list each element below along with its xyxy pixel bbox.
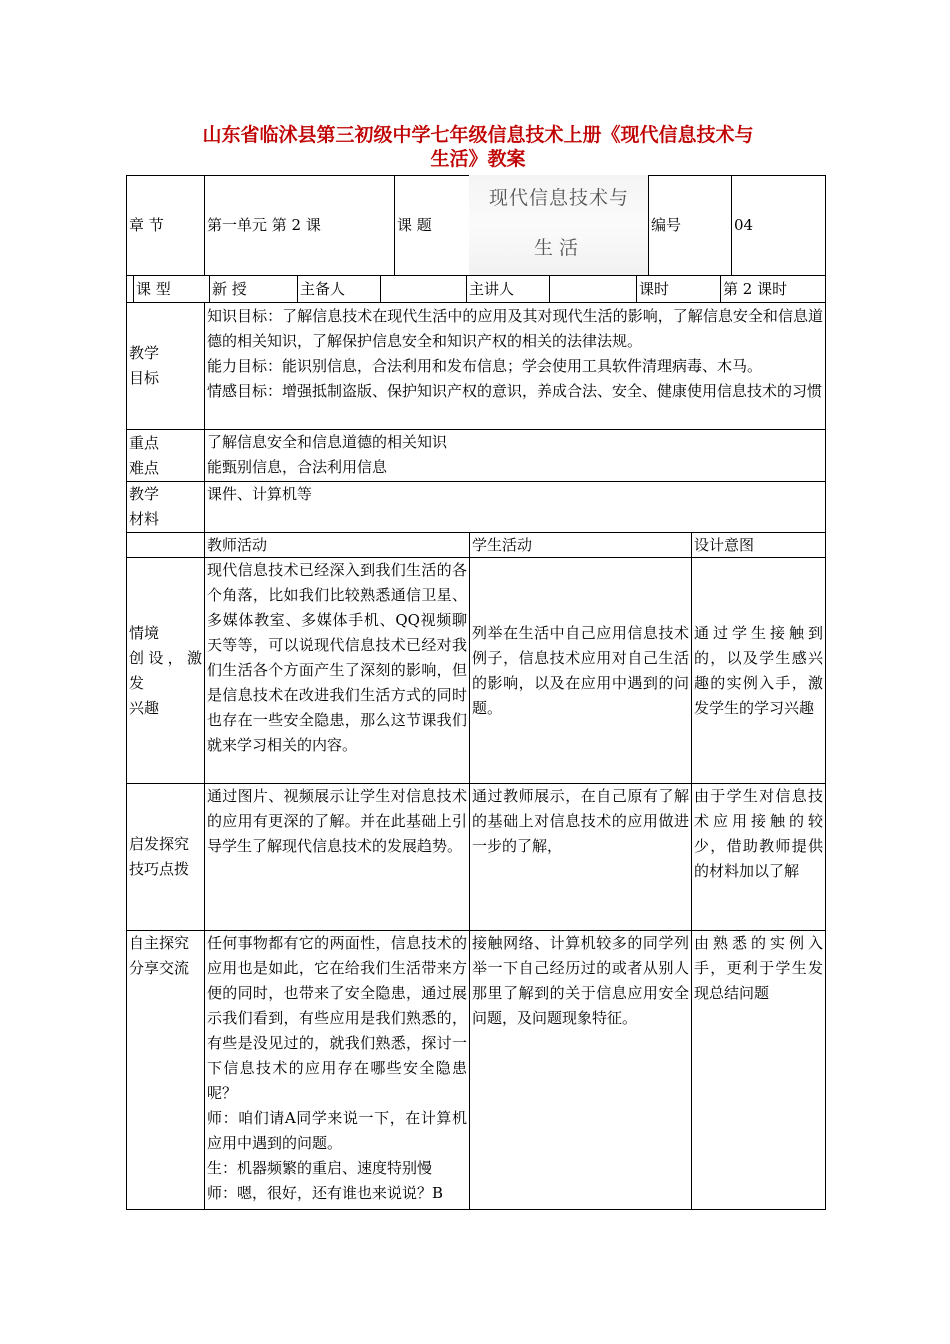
objective-knowledge: 知识目标：了解信息技术在现代生活中的应用及其对现代生活的影响，了解信息安全和信息道德的相关知识，了解保护信息安全和知识产权的相关的法律法规。 (207, 307, 823, 350)
type-label: 课 型 (133, 275, 210, 303)
activity-teacher: 通过图片、视频展示让学生对信息技术的应用有更深的了解。并在此基础上引导学生了解现代信息技术的发展趋势。 (204, 783, 470, 931)
key-point-1: 了解信息安全和信息道德的相关知识 (207, 433, 448, 451)
activity-intent: 通过学生接触到的，以及学生感兴趣的实例入手，激发学生的学习兴趣 (691, 557, 826, 784)
activity-student: 接触网络、计算机较多的同学列举一下自己经历过的或者从别人那里了解到的关于信息应用安全问题，及问题现象特征。 (469, 930, 692, 1210)
activities-header-stage (126, 532, 205, 558)
topic-image-line1: 现代信息技术与 (488, 187, 629, 209)
activity-teacher: 现代信息技术已经深入到我们生活的各个角落，比如我们比较熟悉通信卫星、多媒体教室、多媒体手机、QQ视频聊天等等，可以说现代信息技术已经对我们生活各个方面产生了深刻的影响，但是信息技术在改进我们生活方式的同时也存在一些安全隐患，那么这节课我们就来学习相关的内容。 (204, 557, 470, 784)
materials-value: 课件、计算机等 (204, 481, 826, 533)
activities-header-teacher: 教师活动 (204, 532, 470, 558)
hours-value: 第 2 课时 (720, 275, 826, 303)
lecturer-label: 主讲人 (466, 275, 550, 303)
chapter-label: 章 节 (126, 175, 205, 276)
activity-stage: 启发探究 技巧点拨 (126, 783, 205, 931)
document-title (130, 123, 826, 171)
preparer-label: 主备人 (297, 275, 381, 303)
materials-label: 教学 材料 (126, 481, 205, 533)
objective-ability: 能力目标：能识别信息，合法利用和发布信息；学会使用工具软件清理病毒、木马。 (207, 357, 763, 375)
topic-image-line2: 生活 (533, 237, 584, 259)
activity-intent: 由于学生对信息技术应用接触的较少，借助教师提供的材料加以了解 (691, 783, 826, 931)
topic-image (469, 175, 649, 276)
key-points-label: 重点 难点 (126, 429, 205, 482)
document-title-line2: 生活》教案 (430, 148, 526, 170)
document-title-line1: 山东省临沭县第三初级中学七年级信息技术上册《现代信息技术与 (202, 124, 754, 146)
activity-stage: 自主探究 分享交流 (126, 930, 205, 1210)
activity-student: 列举在生活中自己应用信息技术例子，信息技术应用对自己生活的影响，以及在应用中遇到的问题。 (469, 557, 692, 784)
number-value: 04 (731, 175, 826, 276)
key-point-2: 能甄别信息，合法利用信息 (207, 458, 388, 476)
activities-header-intent: 设计意图 (691, 532, 826, 558)
preparer-value (380, 275, 467, 303)
activity-student: 通过教师展示，在自己原有了解的基础上对信息技术的应用做进一步的了解， (469, 783, 692, 931)
lecturer-value (549, 275, 637, 303)
objective-emotion: 情感目标：增强抵制盗版、保护知识产权的意识，养成合法、安全、健康使用信息技术的习惯 (207, 382, 823, 400)
activity-teacher: 任何事物都有它的两面性，信息技术的应用也是如此，它在给我们生活带来方便的同时，也带来了安全隐患，通过展示我们看到，有些应用是我们熟悉的，有些是没见过的，就我们熟悉，探讨一下信息技术的应用存在哪些安全隐患呢？ 师：咱们请A同学来说一下，在计算机应用中遇到的问题。 生：机器频繁的重启、速度特别慢 师：嗯，很好，还有谁也来说说？B (204, 930, 470, 1210)
objectives-label: 教学 目标 (126, 302, 205, 430)
objectives-content (204, 302, 826, 430)
hours-label: 课时 (636, 275, 721, 303)
activity-intent: 由熟悉的实例入手，更利于学生发现总结问题 (691, 930, 826, 1210)
type-value: 新 授 (209, 275, 298, 303)
topic-label: 课 题 (394, 175, 470, 276)
activities-header-student: 学生活动 (469, 532, 692, 558)
number-label: 编号 (648, 175, 732, 276)
key-points-content (204, 429, 826, 482)
activity-stage: 情境 创设，激发 兴趣 (126, 557, 205, 784)
chapter-value: 第一单元 第 2 课 (204, 175, 395, 276)
